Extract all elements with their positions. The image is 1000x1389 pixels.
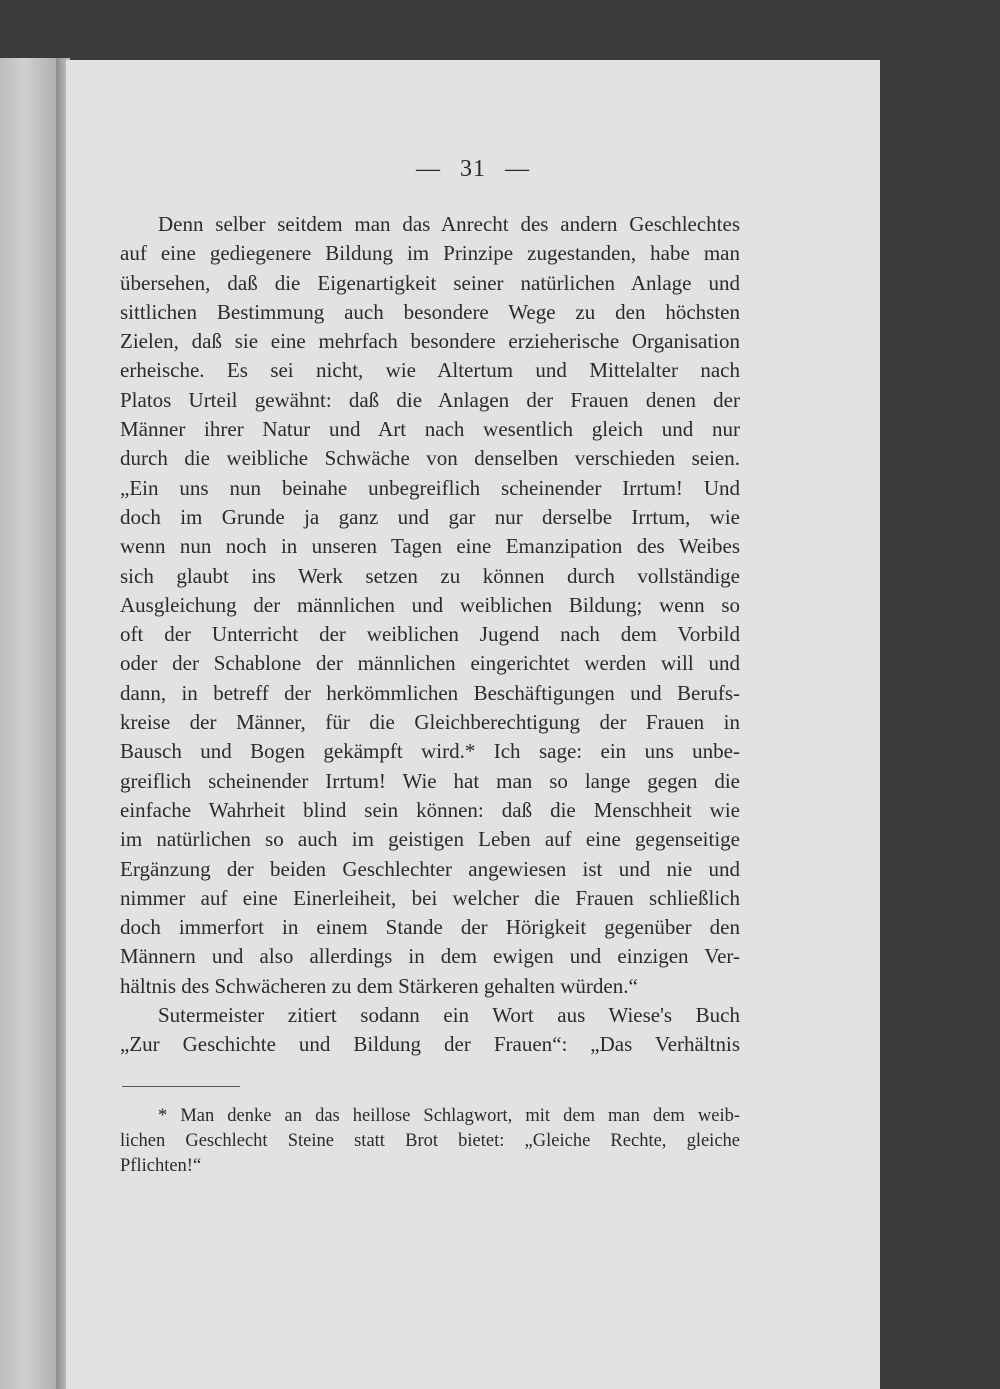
text-line: dann, in betreff der herkömmlichen Beschäftigungen und Berufs- (120, 680, 740, 705)
text-line: übersehen, daß die Eigenartigkeit seiner natürlichen Anlage und (120, 270, 740, 295)
text-line: doch immerfort in einem Stande der Hörigkeit gegenüber den (120, 915, 740, 940)
text-line: Männer ihrer Natur und Art nach wesentlich gleich und nur (120, 417, 740, 442)
footnote-line: Pflichten!“ (120, 1156, 202, 1176)
text-line: erheische. Es sei nicht, wie Altertum und Mittelalter nach (120, 358, 740, 383)
book-page (66, 60, 880, 1389)
text-line: einfache Wahrheit blind sein können: daß die Menschheit wie (120, 797, 740, 822)
body-text (120, 210, 740, 1060)
text-line: sittlichen Bestimmung auch besondere Wege zu den höchsten (120, 299, 740, 324)
text-line: sich glaubt ins Werk setzen zu können durch vollständige (120, 563, 740, 588)
text-line: Platos Urteil gewähnt: daß die Anlagen der Frauen denen der (120, 387, 740, 412)
text-line: Männern und also allerdings in dem ewigen und einzigen Ver- (120, 944, 740, 969)
text-line: im natürlichen so auch im geistigen Leben auf eine gegenseitige (120, 827, 740, 852)
text-line: „Zur Geschichte und Bildung der Frauen“: „Das Verhältnis (120, 1032, 740, 1057)
text-line: Sutermeister zitiert sodann ein Wort aus Wiese's Buch (158, 1003, 740, 1028)
text-line: greiflich scheinender Irrtum! Wie hat man so lange gegen die (120, 768, 740, 793)
footnote-line: * Man denke an das heillose Schlagwort, mit dem man dem weib- (158, 1106, 740, 1126)
page-number: — 31 — (416, 156, 530, 182)
text-line: hältnis des Schwächeren zu dem Stärkeren gehalten würden.“ (120, 973, 638, 998)
text-line: nimmer auf eine Einerleiheit, bei welcher die Frauen schließlich (120, 885, 740, 910)
text-line: „Ein uns nun beinahe unbegreiflich scheinender Irrtum! Und (120, 475, 740, 500)
text-line: Ausgleichung der männlichen und weiblichen Bildung; wenn so (120, 592, 740, 617)
text-line: Bausch und Bogen gekämpft wird.* Ich sage: ein uns unbe- (120, 739, 740, 764)
footnote-line: lichen Geschlecht Steine statt Brot bietet: „Gleiche Rechte, gleiche (120, 1131, 740, 1151)
footnote (120, 1104, 740, 1179)
text-line: oft der Unterricht der weiblichen Jugend nach dem Vorbild (120, 622, 740, 647)
text-line: oder der Schablone der männlichen eingerichtet werden will und (120, 651, 740, 676)
text-line: Zielen, daß sie eine mehrfach besondere erzieherische Organisation (120, 329, 740, 354)
text-line: Denn selber seitdem man das Anrecht des andern Geschlechtes (158, 212, 740, 236)
footnote-divider (122, 1086, 240, 1087)
text-line: doch im Grunde ja ganz und gar nur derselbe Irrtum, wie (120, 504, 740, 529)
text-line: durch die weibliche Schwäche von denselben verschieden seien. (120, 446, 740, 471)
text-line: wenn nun noch in unseren Tagen eine Emanzipation des Weibes (120, 534, 740, 559)
text-line: auf eine gediegenere Bildung im Prinzipe zugestanden, habe man (120, 241, 740, 266)
facing-page-edge (0, 58, 58, 1389)
text-line: kreise der Männer, für die Gleichberechtigung der Frauen in (120, 710, 740, 735)
text-line: Ergänzung der beiden Geschlechter angewiesen ist und nie und (120, 856, 740, 881)
